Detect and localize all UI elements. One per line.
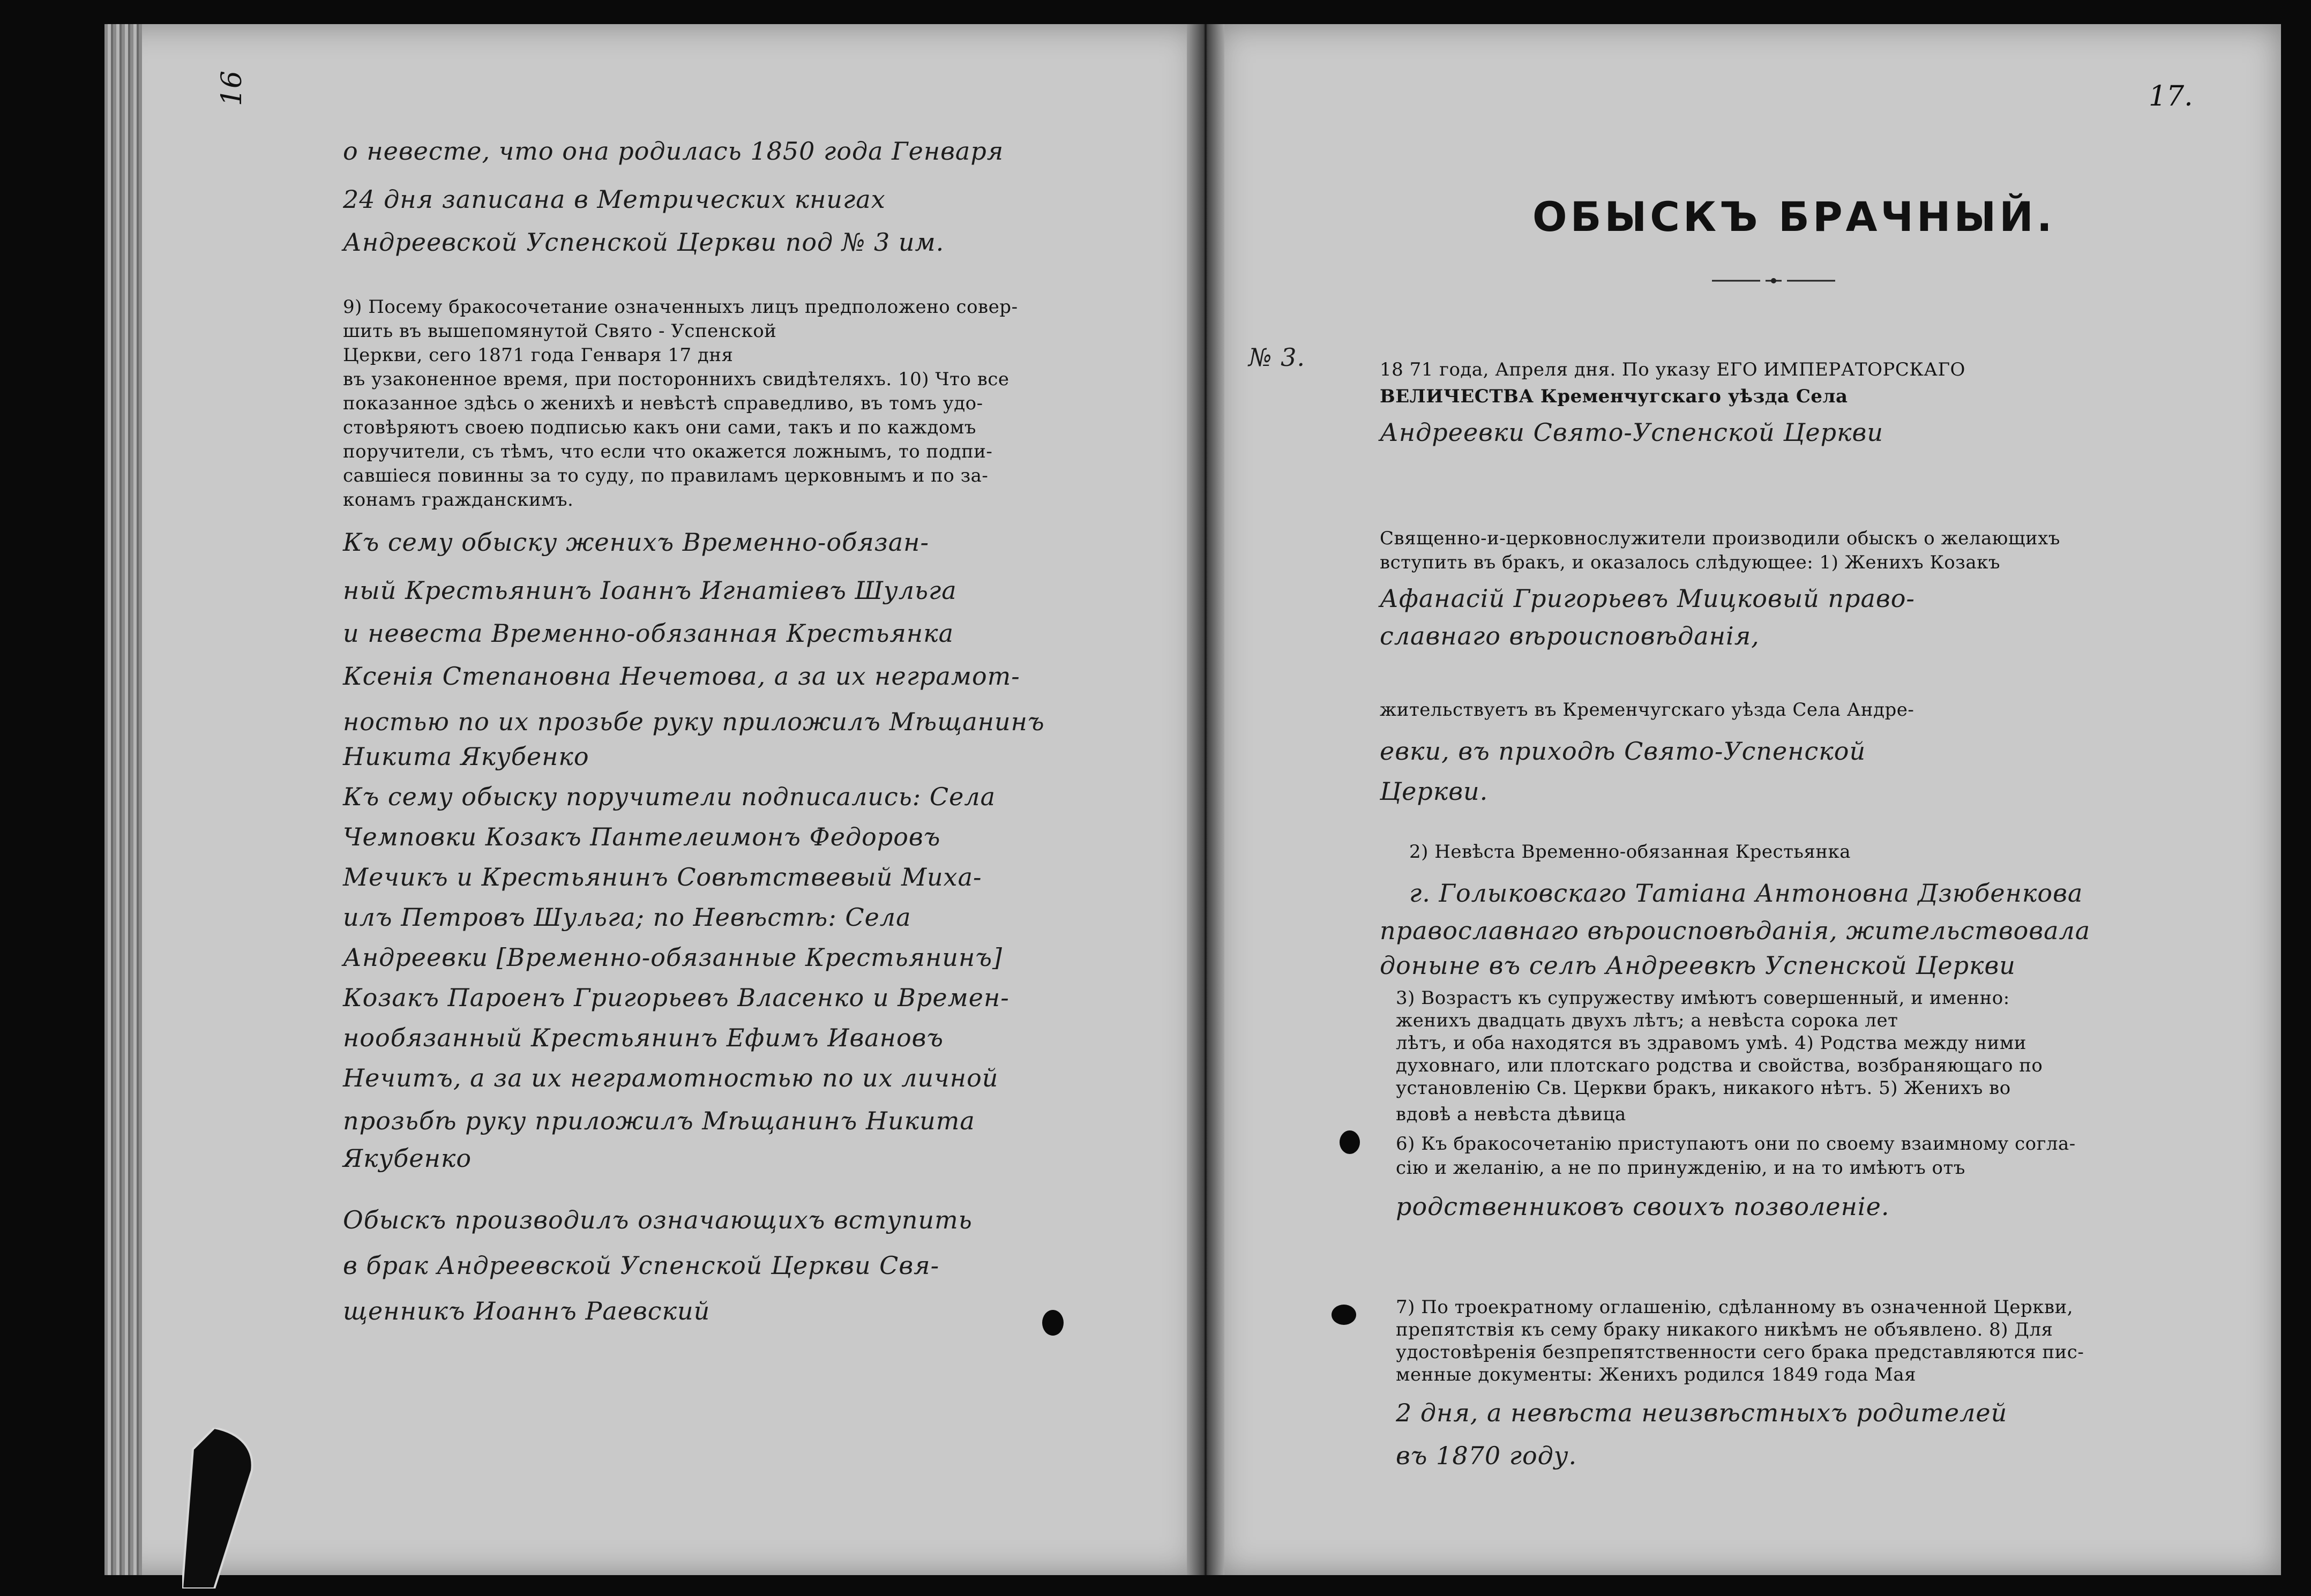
left-printed-line: конамъ гражданскимъ.	[343, 489, 574, 511]
right-handwritten-line: въ 1870 году.	[1396, 1441, 1577, 1470]
left-printed-line: Церкви, сего 1871 года Генваря 17 дня	[343, 344, 734, 366]
right-handwritten-line: доныне въ селѣ Андреевкѣ Успенской Церкви	[1380, 951, 2016, 980]
left-handwritten-line: Обыскъ производилъ означающихъ вступить	[343, 1205, 973, 1234]
left-printed-line: савшіеся повинны за то суду, по правиламъ церковнымъ и по за-	[343, 465, 989, 486]
right-line: духовнаго, или плотскаго родства и свойства, возбраняющаго по	[1396, 1055, 2043, 1076]
right-line: Священно-и-церковнослужители производили обыскъ о желающихъ	[1380, 528, 2060, 549]
left-handwritten-line: 24 дня записана в Метрических книгах	[343, 185, 886, 214]
left-printed-line: шить въ вышепомянутой Свято - Успенской	[343, 320, 777, 342]
right-line: ВЕЛИЧЕСТВА Кременчугскаго уѣзда Села	[1380, 386, 1848, 407]
right-line: 18 71 года, Апреля дня. По указу ЕГО ИМПЕРАТОРСКАГО	[1380, 359, 1965, 380]
left-printed-line: поручители, съ тѣмъ, что если что окажется ложнымъ, то подпи-	[343, 441, 993, 462]
left-handwritten-line: ный Крестьянинъ Іоаннъ Игнатіевъ Шульга	[343, 576, 957, 605]
ink-blot	[1340, 1130, 1360, 1154]
left-handwritten-line: о невесте, что она родилась 1850 года Генваря	[343, 137, 1004, 166]
right-line: вступить въ бракъ, и оказалось слѣдующее: 1) Женихъ Козакъ	[1380, 552, 2000, 573]
right-line: препятствія къ сему браку никакого никѣмъ не объявлено. 8) Для	[1396, 1319, 2053, 1340]
left-handwritten-line: ностью по их прозьбе руку приложилъ Мѣщанинъ	[343, 707, 1045, 736]
right-line: сію и желанію, а не по принужденію, и на то имѣютъ отъ	[1396, 1157, 1965, 1179]
right-handwritten-line: родственниковъ своихъ позволеніе.	[1396, 1192, 1890, 1221]
right-page-number: 17.	[2149, 80, 2193, 113]
right-handwritten-line: Афанасій Григорьевъ Мицковый право-	[1380, 584, 1915, 613]
right-handwritten-line: православнаго вѣроисповѣданія, жительствовала	[1380, 916, 2091, 945]
right-line: 2) Невѣста Временно-обязанная Крестьянка	[1409, 841, 1851, 863]
right-line: жительствуетъ въ Кременчугскаго уѣзда Села Андре-	[1380, 699, 1914, 721]
right-handwritten-line: 2 дня, а невѣста неизвѣстныхъ родителей	[1396, 1398, 2008, 1427]
left-handwritten-line: Къ сему обыску женихъ Временно-обязан-	[343, 528, 930, 557]
right-line: женихъ двадцать двухъ лѣтъ; а невѣста сорока лет	[1396, 1010, 1898, 1031]
record-number: № 3.	[1248, 343, 1306, 372]
left-handwritten-line: и невеста Временно-обязанная Крестьянка	[343, 619, 954, 648]
left-page-number: 16	[216, 70, 249, 107]
right-line: 3) Возрастъ къ супружеству имѣютъ совершенный, и именно:	[1396, 987, 2010, 1009]
right-line: 7) По троекратному оглашенію, сдѣланному въ означенной Церкви,	[1396, 1297, 2074, 1318]
right-line: вдовѣ а невѣста дѣвица	[1396, 1104, 1626, 1125]
right-line: лѣтъ, и оба находятся въ здравомъ умѣ. 4) Родства между ними	[1396, 1032, 2026, 1054]
left-handwritten-line: Андреевки [Временно-обязанные Крестьянинъ]	[343, 943, 1003, 972]
right-line: удостовѣренія безпрепятственности сего брака представляются пис-	[1396, 1342, 2084, 1363]
left-printed-line: стовѣряютъ своею подписью какъ они сами, такъ и по каждомъ	[343, 417, 976, 438]
left-handwritten-line: илъ Петровъ Шульга; по Невѣстѣ: Села	[343, 903, 911, 932]
left-handwritten-line: Андреевской Успенской Церкви под № 3 им.	[343, 228, 945, 257]
left-handwritten-line: Къ сему обыску поручители подписались: Села	[343, 782, 996, 811]
title-ornament	[1712, 278, 1835, 284]
left-handwritten-line: Мечикъ и Крестьянинъ Совѣтствевый Миха-	[343, 863, 982, 891]
page-title: ОБЫСКЪ БРАЧНЫЙ.	[1532, 193, 2055, 241]
right-line: менные документы: Женихъ родился 1849 года Мая	[1396, 1364, 1917, 1385]
left-handwritten-line: щенникъ Иоаннъ Раевский	[343, 1297, 710, 1325]
left-handwritten-line: Якубенко	[343, 1144, 472, 1173]
book-gutter	[1187, 24, 1224, 1575]
right-handwritten-line: славнаго вѣроисповѣданія,	[1380, 621, 1760, 650]
ink-blot	[1042, 1310, 1064, 1336]
left-handwritten-line: нообязанный Крестьянинъ Ефимъ Ивановъ	[343, 1023, 944, 1052]
right-handwritten-line: евки, въ приходѣ Свято-Успенской	[1380, 737, 1866, 766]
ink-blot	[1332, 1305, 1356, 1325]
right-handwritten-line: г. Голыковскаго Татіана Антоновна Дзюбенкова	[1409, 879, 2083, 908]
right-line: установленію Св. Церкви бракъ, никакого нѣтъ. 5) Женихъ во	[1396, 1077, 2011, 1099]
right-handwritten-line: Церкви.	[1380, 777, 1489, 806]
left-printed-line: 9) Посему бракосочетание означенныхъ лицъ предположено совер-	[343, 296, 1018, 318]
left-handwritten-line: Нечитъ, а за их неграмотностью по их личной	[343, 1063, 999, 1092]
left-printed-line: въ узаконенное время, при постороннихъ свидѣтеляхъ. 10) Что все	[343, 369, 1009, 390]
page-edges	[104, 24, 142, 1575]
left-handwritten-line: в брак Андреевской Успенской Церкви Свя-	[343, 1251, 940, 1280]
left-handwritten-line: Козакъ Пароенъ Григорьевъ Власенко и Времен-	[343, 983, 1009, 1012]
left-handwritten-line: Никита Якубенко	[343, 742, 589, 771]
right-handwritten-line: Андреевки Свято-Успенской Церкви	[1380, 418, 1883, 447]
left-handwritten-line: Ксенія Степановна Нечетова, а за их неграмот-	[343, 662, 1020, 691]
left-handwritten-line: Чемповки Козакъ Пантелеимонъ Федоровъ	[343, 822, 941, 851]
left-handwritten-line: прозьбѣ руку приложилъ Мѣщанинъ Никита	[343, 1106, 975, 1135]
right-line: 6) Къ бракосочетанію приступаютъ они по своему взаимному согла-	[1396, 1133, 2076, 1155]
left-printed-line: показанное здѣсь о женихѣ и невѣстѣ справедливо, въ томъ удо-	[343, 393, 983, 414]
paper-tab	[182, 1428, 257, 1588]
